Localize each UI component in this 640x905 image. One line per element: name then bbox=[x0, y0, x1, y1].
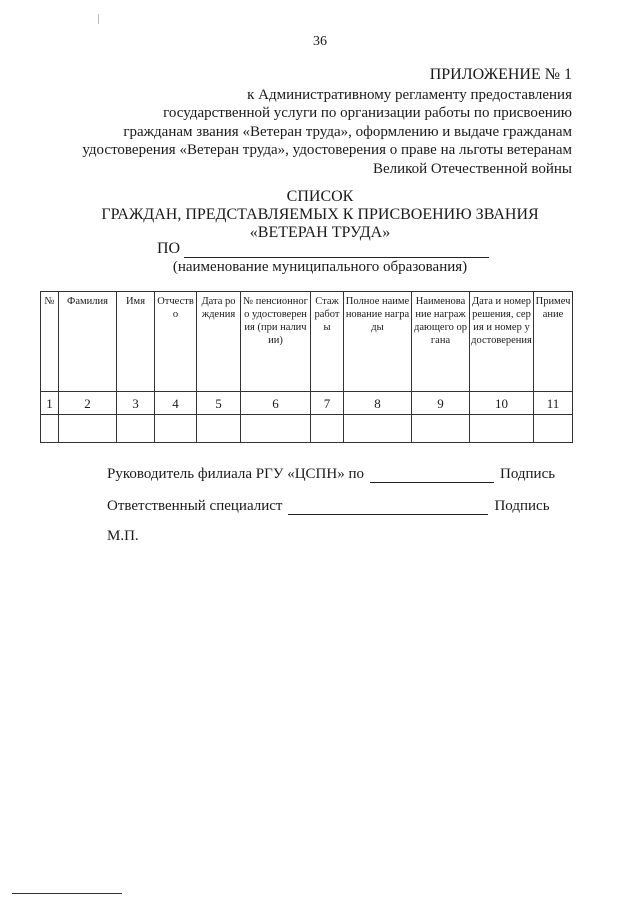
appendix-line: к Административному регламенту предоставления bbox=[247, 86, 572, 103]
header-cell: Имя bbox=[117, 292, 155, 392]
column-number: 10 bbox=[470, 392, 534, 415]
column-number: 3 bbox=[117, 392, 155, 415]
title-line: «ВЕТЕРАН ТРУДА» bbox=[249, 224, 391, 241]
column-number: 11 bbox=[534, 392, 573, 415]
municipality-field bbox=[157, 240, 489, 258]
empty-cell bbox=[412, 415, 470, 443]
appendix-header bbox=[52, 66, 572, 178]
specialist-signature-blank bbox=[288, 500, 488, 515]
header-cell: Полное наименование награды bbox=[344, 292, 412, 392]
column-number: 8 bbox=[344, 392, 412, 415]
column-number: 9 bbox=[412, 392, 470, 415]
specialist-signature-label: Ответственный специалист bbox=[107, 498, 283, 514]
stamp-label: М.П. bbox=[107, 528, 139, 544]
column-number-row bbox=[41, 392, 573, 415]
header-cell: Наименование награждающего органа bbox=[412, 292, 470, 392]
citizens-table bbox=[40, 291, 573, 443]
specialist-signature-line bbox=[107, 498, 550, 515]
empty-cell bbox=[155, 415, 197, 443]
empty-cell bbox=[470, 415, 534, 443]
header-cell: Фамилия bbox=[59, 292, 117, 392]
head-signature-label: Руководитель филиала РГУ «ЦСПН» по bbox=[107, 466, 364, 482]
municipality-caption: (наименование муниципального образования) bbox=[172, 259, 468, 275]
header-cell: № пенсионного удостоверения (при наличии) bbox=[241, 292, 311, 392]
title-line: СПИСОК bbox=[286, 188, 354, 205]
appendix-line: гражданам звания «Ветеран труда», оформлению и выдаче гражданам bbox=[123, 123, 572, 140]
empty-cell bbox=[241, 415, 311, 443]
appendix-title: ПРИЛОЖЕНИЕ № 1 bbox=[429, 66, 572, 83]
footnote-separator bbox=[12, 893, 122, 894]
column-number: 6 bbox=[241, 392, 311, 415]
column-number: 7 bbox=[311, 392, 344, 415]
empty-cell bbox=[197, 415, 241, 443]
column-number: 2 bbox=[59, 392, 117, 415]
head-signature-line bbox=[107, 466, 555, 483]
header-cell: № bbox=[41, 292, 59, 392]
stamp-place bbox=[107, 528, 139, 545]
appendix-line: государственной услуги по организации работы по присвоению bbox=[163, 105, 572, 121]
municipality-blank-line bbox=[184, 242, 489, 258]
header-cell: Отчество bbox=[155, 292, 197, 392]
specialist-signature-caption: Подпись bbox=[494, 498, 550, 514]
page-number: 36 bbox=[313, 34, 327, 49]
head-signature-blank bbox=[370, 468, 494, 483]
appendix-line: удостоверения «Ветеран труда», удостоверения о праве на льготы ветеранам bbox=[82, 142, 572, 158]
header-cell: Примечание bbox=[534, 292, 573, 392]
column-number: 4 bbox=[155, 392, 197, 415]
empty-cell bbox=[534, 415, 573, 443]
empty-cell bbox=[311, 415, 344, 443]
column-number: 1 bbox=[41, 392, 59, 415]
column-number: 5 bbox=[197, 392, 241, 415]
appendix-line: Великой Отечественной войны bbox=[372, 160, 572, 177]
title-line: ГРАЖДАН, ПРЕДСТАВЛЯЕМЫХ К ПРИСВОЕНИЮ ЗВАНИЯ bbox=[101, 206, 539, 223]
scan-artifact bbox=[98, 14, 99, 24]
header-cell: Стаж работы bbox=[311, 292, 344, 392]
empty-cell bbox=[344, 415, 412, 443]
empty-cell bbox=[41, 415, 59, 443]
table-header-row bbox=[41, 292, 573, 392]
empty-cell bbox=[117, 415, 155, 443]
header-cell: Дата и номер решения, серия и номер удостоверения bbox=[470, 292, 534, 392]
header-cell: Дата рождения bbox=[197, 292, 241, 392]
document-title bbox=[0, 188, 640, 242]
po-label: ПО bbox=[157, 240, 181, 257]
empty-cell bbox=[59, 415, 117, 443]
head-signature-caption: Подпись bbox=[499, 466, 556, 482]
empty-table-row bbox=[41, 415, 573, 443]
